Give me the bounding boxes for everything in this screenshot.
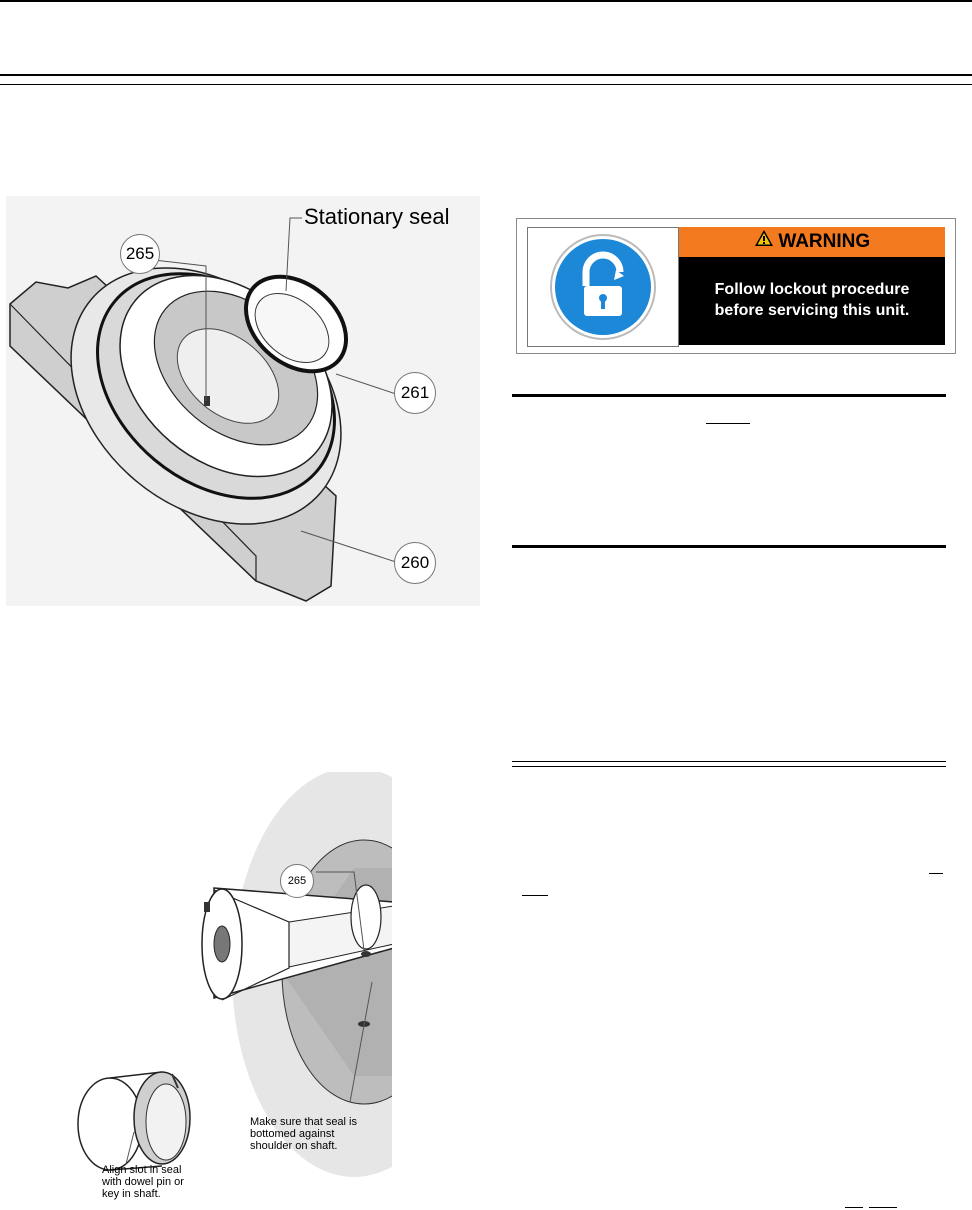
warning-message-line2: before servicing this unit. xyxy=(714,302,910,319)
warning-sign xyxy=(516,218,956,354)
warning-message-panel xyxy=(679,257,945,345)
figure-seal-assembly xyxy=(6,196,480,606)
callout-261: 261 xyxy=(394,372,436,414)
underline-mark-2 xyxy=(929,873,943,874)
underline-mark-3 xyxy=(522,895,548,896)
header-top-rule xyxy=(0,0,972,2)
callout-265-shaft: 265 xyxy=(280,864,314,898)
header-rule-thin xyxy=(0,84,972,85)
warning-triangle-icon xyxy=(754,229,774,252)
padlock-unlock-icon xyxy=(528,228,678,346)
warning-header xyxy=(679,227,945,257)
warning-message-line1: Follow lockout procedure xyxy=(714,281,910,298)
underline-mark-5 xyxy=(869,1207,897,1208)
section-rule-1 xyxy=(512,394,946,397)
section-rule-3b xyxy=(512,766,946,767)
callout-265: 265 xyxy=(120,234,160,274)
note-align-slot: Align slot in seal with dowel pin or key in shaft. xyxy=(102,1164,184,1200)
underline-mark-1 xyxy=(706,423,750,424)
warning-header-text: WARNING xyxy=(778,231,871,252)
underline-mark-4 xyxy=(845,1207,863,1208)
section-rule-2 xyxy=(512,545,946,548)
figure-seal-installation xyxy=(54,772,394,1204)
callout-260: 260 xyxy=(394,542,436,584)
section-rule-3a xyxy=(512,761,946,762)
warning-icon-panel xyxy=(527,227,679,347)
stationary-seal-label: Stationary seal xyxy=(304,204,450,229)
header-rule-thick xyxy=(0,74,972,76)
note-bottomed-against-shoulder: Make sure that seal is bottomed against shoulder on shaft. xyxy=(250,1116,357,1152)
